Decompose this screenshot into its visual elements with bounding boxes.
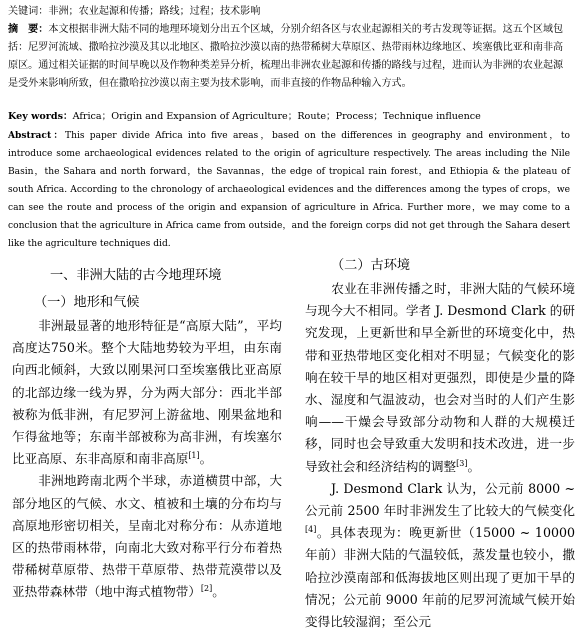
- citation-ref: [4]: [305, 525, 317, 535]
- paragraph-paleo-2-text: J. Desmond Clark 认为，公元前 8000 ~ 公元前 2500 年时非洲发生了比较大的气候变化: [305, 480, 575, 519]
- left-column: [12, 252, 282, 604]
- paragraph-paleo-2: [305, 478, 575, 633]
- paragraph-climate-zones: [12, 470, 282, 603]
- paragraph-paleo-2-rest: 。具体表现为：晚更新世（15000 ~ 10000 年前）非洲大陆的气温较低，蒸发量也较小，撒哈拉沙漠南部和低海拔地区则出现了更加干旱的情况；公元前 9000 年前的尼罗河流域气候开始变得比较湿润；至公元: [305, 525, 575, 630]
- paragraph-terrain-end: 。: [199, 451, 213, 467]
- right-column: [305, 252, 575, 633]
- abstract-cn-label: 摘 要：: [8, 24, 49, 35]
- abstract-en-label: Abstract：: [8, 130, 66, 141]
- paragraph-terrain: [12, 315, 282, 470]
- paragraph-paleo-1: [305, 278, 575, 478]
- citation-ref: [2]: [200, 584, 213, 594]
- section-heading: 一、非洲大陆的古今地理环境: [50, 268, 222, 283]
- paragraph-terrain-text: 非洲最显著的地形特征是“高原大陆”，平均高度达750米。整个大陆地势较为平坦，由东南向西北倾斜，大致以刚果河口至埃塞俄比亚高原的北部边缘一线为界，分为两大部分：西北半部被称为低非洲，有尼罗河上游盆地、刚果盆地和乍得盆地等；东南半部被称为高非洲，有埃塞尔比亚高原、东非高原和南非高原: [12, 318, 282, 467]
- keywords-cn: [8, 3, 260, 21]
- paragraph-paleo-1-end: 。: [467, 458, 481, 474]
- paragraph-paleo-1-text: 农业在非洲传播之时，非洲大陆的气候环境与现今大不相同。学者 J. Desmond Clark 的研究发现，上更新世和早全新世的环境变化中，热带和亚热带地区变化相对不明显；气候变化的影响在较干旱的地区相对更强烈，即使是少量的降水、湿度和气温波动，也会对当时的人们产生影响——干燥会导致部分动物和人群的大规模迁移，同时也会导致重大发明和技术改进，进一步导致社会和经济结构的调整: [305, 281, 575, 474]
- subsection-heading-2: （二）古环境: [331, 258, 411, 273]
- keywords-en: [8, 108, 481, 126]
- subsection-heading-1: （一）地形和气候: [34, 295, 140, 310]
- abstract-cn-text: 本文根据非洲大陆不同的地理环境划分出五个区域，分别介绍各区与农业起源相关的考古发现等证据。这五个区域包括：尼罗河流域、撒哈拉沙漠及其以北地区、撒哈拉沙漠以南的热带稀树大草原区、热带雨林边缘地区、埃塞俄比亚和南非高原区。通过相关证据的时间早晚以及作物种类差异分析，梳理出非洲农业起源和传播的路线与过程，进而认为非洲的农业起源是受外来影响所致，但在撒哈拉沙漠以南主要为技术影响，而非直接的作物品种输入方式。: [8, 24, 564, 89]
- abstract-en-text: This paper divide Africa into five areas，based on the differences in geography and environment，to introduce some archaeological evidences related to the origin of agriculture respectively. The areas including the Nile Basin，the Sahara and north forward，the Savannas，the edge of tropical rain forest，and Ethiopia & the plateau of south Africa. According to the chronology of archaeological evidences and the differences among the types of crops，we can see the route and process of the origin and expansion of agriculture in Africa. Further more，we may come to a conclusion that the agriculture in Africa came from outside，and the foreign corps did not get through the Sahara desert like the agriculture techniques did.: [8, 131, 570, 249]
- keywords-en-text: Africa；Origin and Expansion of Agriculture；Route；Process；Technique influence: [72, 111, 481, 122]
- abstract-cn: [8, 21, 570, 93]
- citation-ref: [3]: [456, 458, 468, 468]
- keywords-en-label: Key words：: [8, 111, 73, 122]
- keywords-cn-label: 关键词：: [8, 6, 49, 17]
- abstract-en: [8, 127, 570, 253]
- citation-ref: [1]: [188, 451, 200, 461]
- paragraph-climate-zones-text: 非洲地跨南北两个半球，赤道横贯中部，大部分地区的气候、水文、植被和土壤的分布均与高原地形密切相关，呈南北对称分布：从赤道地区的热带雨林带，向南北大致对称平行分布着热带稀树草原带、热带干草原带、热带荒漠带以及亚热带森林带（地中海式植物带）: [12, 473, 282, 600]
- paragraph-climate-zones-end: 。: [212, 584, 225, 600]
- keywords-cn-text: 非洲；农业起源和传播；路线；过程；技术影响: [48, 6, 261, 17]
